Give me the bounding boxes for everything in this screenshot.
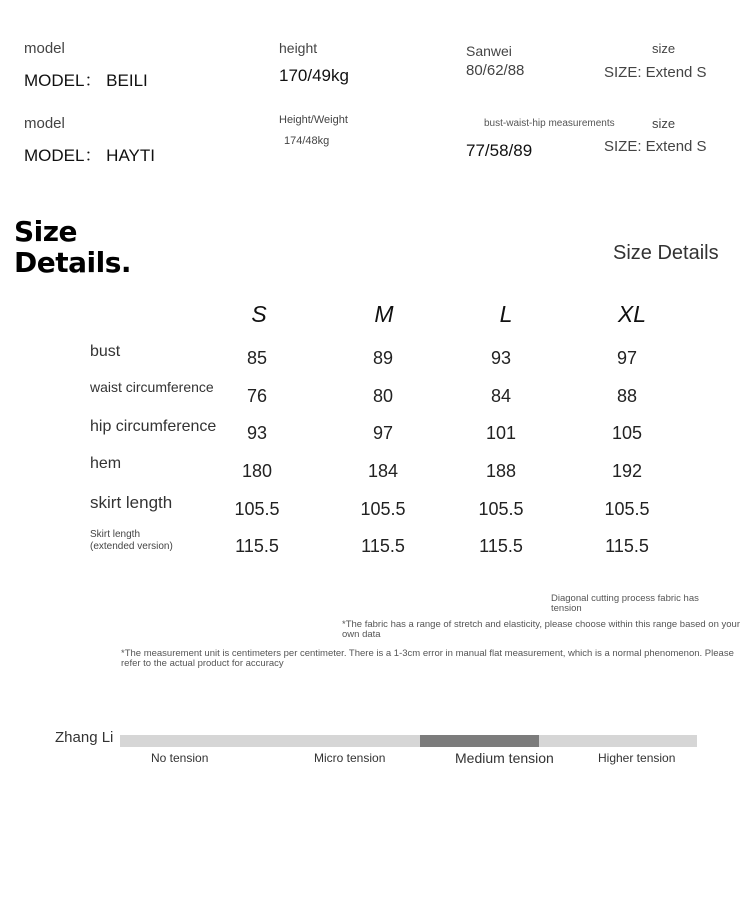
row-label-waist: waist circumference (90, 379, 214, 395)
table-cell: 105.5 (234, 499, 280, 519)
table-cell: 85 (246, 348, 268, 368)
size-label: size (652, 41, 676, 56)
sanwei-label: Sanwei (466, 43, 512, 59)
row-label-line-1: Skirt length (90, 529, 141, 540)
row-label-line-2: (extended version) (90, 541, 173, 552)
height-value: 170/49kg (279, 66, 349, 85)
note-diagonal-cut: Diagonal cutting process fabric has tension (551, 593, 699, 614)
sanwei-value: 80/62/88 (466, 62, 525, 79)
tension-level-none: No tension (151, 751, 209, 765)
table-cell: 192 (611, 461, 643, 481)
table-cell: 88 (616, 386, 638, 406)
size-header-xl: XL (617, 301, 647, 327)
table-cell: 93 (490, 348, 512, 368)
size-header-s: S (251, 301, 267, 327)
row-label-skirt-length-extended (90, 529, 173, 553)
table-cell: 188 (485, 461, 517, 481)
table-cell: 184 (367, 461, 399, 481)
note-measurement: *The measurement unit is centimeters per centimeter. There is a 1-3cm error in manual flat measurement, which is a normal phenomenon. Please refer to the actual product for accuracy (121, 648, 734, 669)
table-cell: 115.5 (479, 536, 523, 556)
height-weight-value: 174/48kg (284, 135, 330, 147)
table-cell: 101 (485, 423, 517, 443)
table-cell: 115.5 (361, 536, 405, 556)
table-cell: 89 (372, 348, 394, 368)
table-cell: 105.5 (604, 499, 650, 519)
measurements-label: bust-waist-hip measurements (484, 118, 615, 129)
tension-bar-selected (420, 735, 539, 747)
tension-label: Zhang Li (55, 729, 114, 746)
row-label-hip: hip circumference (90, 418, 217, 435)
size-header-l: L (499, 301, 513, 327)
size-details-heading (14, 216, 131, 278)
note-stretch: *The fabric has a range of stretch and elasticity, please choose within this range based on your own data (342, 619, 740, 640)
table-cell: 80 (372, 386, 394, 406)
table-cell: 93 (246, 423, 268, 443)
table-cell: 115.5 (605, 536, 649, 556)
tension-level-medium: Medium tension (455, 750, 554, 766)
row-label-hem: hem (90, 455, 122, 472)
table-cell: 105.5 (360, 499, 406, 519)
size-value: SIZE: Extend S (604, 64, 707, 81)
table-cell: 105 (611, 423, 643, 443)
row-label-skirt-length: skirt length (90, 493, 173, 512)
table-cell: 76 (246, 386, 268, 406)
model-label: model (24, 115, 65, 132)
tension-bar-right (539, 735, 697, 747)
table-cell: 97 (372, 423, 394, 443)
table-cell: 105.5 (478, 499, 524, 519)
height-weight-label: Height/Weight (279, 114, 348, 126)
tension-level-micro: Micro tension (314, 751, 386, 765)
size-label: size (652, 116, 676, 131)
table-cell: 115.5 (235, 536, 279, 556)
size-value: SIZE: Extend S (604, 138, 707, 155)
size-details-subtitle: Size Details (613, 242, 719, 264)
model-name: MODEL： BEILI (24, 71, 148, 90)
model-name: MODEL： HAYTI (24, 146, 155, 165)
measurements-value: 77/58/89 (466, 141, 533, 160)
table-cell: 97 (616, 348, 638, 368)
row-label-bust: bust (90, 343, 121, 360)
heading-line-2: Details. (14, 246, 132, 279)
height-label: height (279, 40, 318, 56)
tension-level-higher: Higher tension (598, 751, 676, 765)
table-cell: 84 (490, 386, 512, 406)
size-header-m: M (374, 301, 394, 327)
heading-line-1: Size (14, 215, 78, 248)
model-label: model (24, 40, 65, 57)
table-cell: 180 (241, 461, 273, 481)
tension-bar-left (120, 735, 420, 747)
